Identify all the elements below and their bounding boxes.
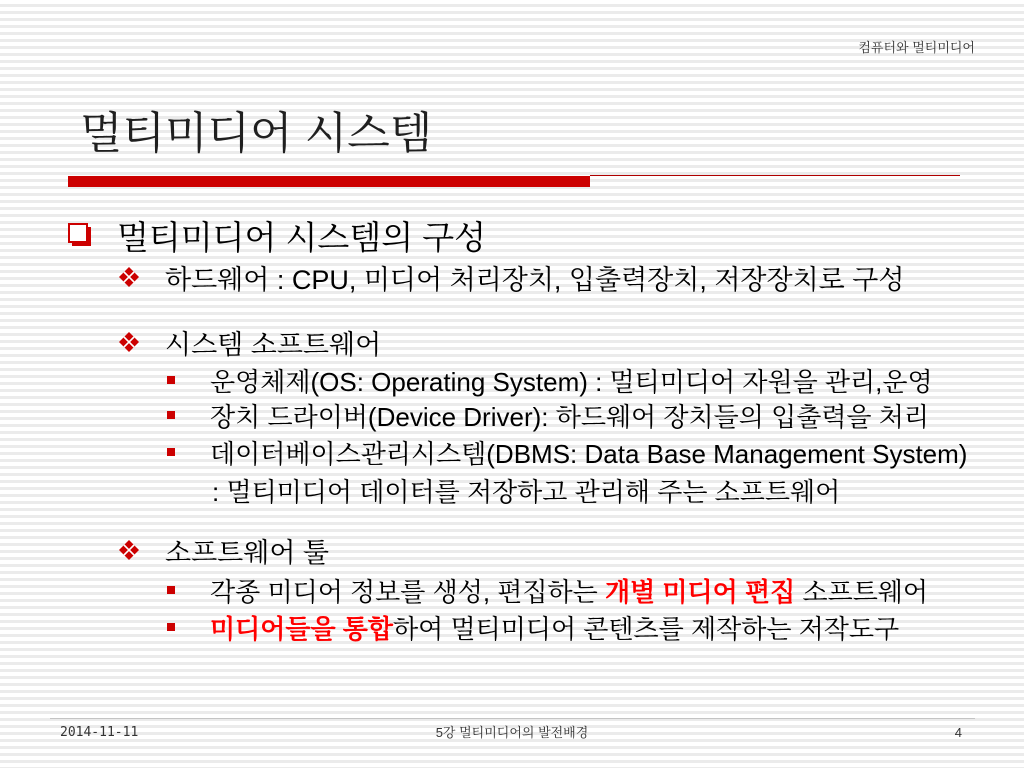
heading-row — [68, 215, 486, 255]
diamond-bullet-icon — [119, 267, 165, 287]
hollow-square-bullet-icon — [68, 223, 117, 247]
diamond-bullet-icon — [119, 332, 165, 352]
page-number: 4 — [954, 725, 962, 740]
square-bullet-icon — [167, 376, 210, 384]
list-item-text — [210, 572, 928, 609]
list-item — [167, 362, 933, 398]
course-title: 컴퓨터와 멀티미디어 — [858, 40, 975, 55]
list-item-text-after: 하여 멀티미디어 콘텐츠를 제작하는 저작도구 — [393, 613, 900, 644]
list-item — [167, 397, 929, 433]
footer-lecture-title: 5강 멀티미디어의 발전배경 — [435, 725, 589, 740]
section-hardware-text: 하드웨어 : CPU, 미디어 처리장치, 입출력장치, 저장장치로 구성 — [165, 264, 905, 295]
list-item — [167, 572, 928, 608]
square-bullet-icon — [167, 623, 210, 631]
section-hardware — [119, 259, 904, 295]
list-item-text — [210, 609, 899, 646]
highlighted-text: 개별 미디어 편집 — [604, 576, 796, 607]
list-item — [167, 609, 899, 645]
square-bullet-icon — [167, 448, 210, 456]
list-item-text: 데이터베이스관리시스템(DBMS: Data Base Management System) — [210, 438, 968, 469]
square-bullet-icon — [167, 411, 210, 419]
list-item-text: 운영체제(OS: Operating System) : 멀티미디어 자원을 관리,운영 — [210, 366, 933, 397]
highlighted-text: 미디어들을 통합 — [210, 613, 394, 644]
list-item-text: 장치 드라이버(Device Driver): 하드웨어 장치들의 입출력을 처리 — [210, 401, 930, 432]
section-software-tools — [119, 532, 329, 568]
list-item-continuation: : 멀티미디어 데이터를 저장하고 관리해 주는 소프트웨어 — [212, 476, 841, 507]
section-system-software-label: 시스템 소프트웨어 — [165, 329, 382, 360]
list-item-text-before: 각종 미디어 정보를 생성, 편집하는 — [210, 576, 605, 607]
section-system-software — [119, 324, 381, 360]
square-bullet-icon — [167, 586, 210, 594]
footer-divider — [50, 718, 975, 719]
section-software-tools-label: 소프트웨어 툴 — [165, 537, 329, 568]
title-underline-bar — [68, 176, 590, 187]
diamond-bullet-icon — [119, 540, 165, 560]
footer-date: 2014-11-11 — [60, 725, 139, 740]
list-item-text-after: 소프트웨어 — [795, 576, 929, 607]
slide-title: 멀티미디어 시스템 — [80, 109, 433, 158]
heading-text: 멀티미디어 시스템의 구성 — [117, 218, 486, 256]
title-underline-rule — [590, 175, 960, 176]
list-item — [167, 434, 967, 470]
